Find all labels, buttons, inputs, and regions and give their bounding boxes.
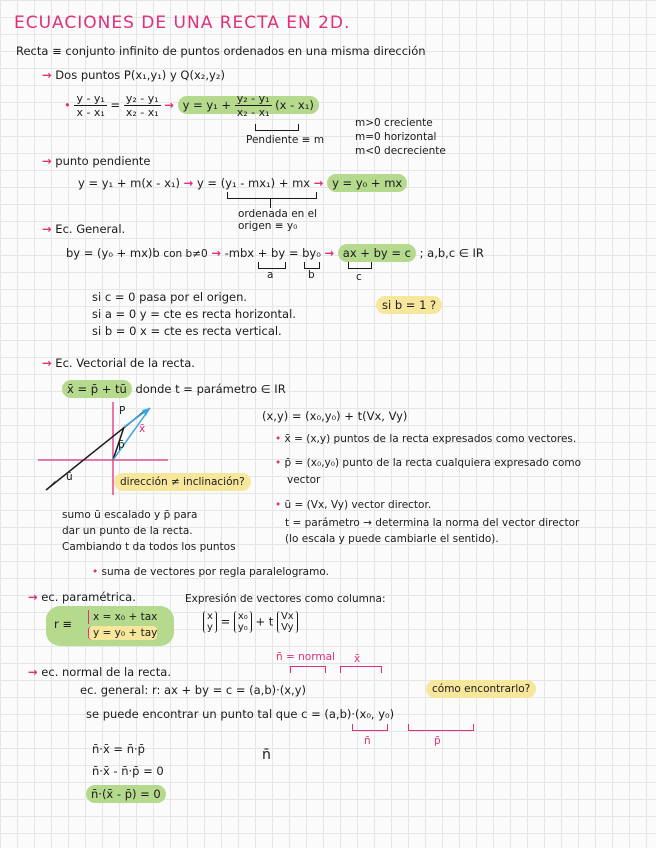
pendiente-label: Pendiente ≡ m bbox=[246, 134, 325, 146]
normal-general-eq: ec. general: r: ax + by = c = (a,b)·(x,y) bbox=[80, 683, 306, 697]
label-p-vector: p̄ bbox=[118, 439, 125, 451]
vectorial-coord-eq: (x,y) = (x₀,y₀) + t(Vx, Vy) bbox=[262, 409, 408, 423]
vectorial-bullet-3: • ū = (Vx, Vy) vector director. bbox=[275, 499, 432, 511]
label-c: c bbox=[356, 271, 362, 283]
vectorial-side-4: • suma de vectores por regla paralelogramo. bbox=[92, 566, 329, 578]
vectorial-side-2: dar un punto de la recta. bbox=[62, 525, 193, 537]
label-u-vector: ū bbox=[66, 471, 73, 483]
normal-p-under: p̄ bbox=[434, 735, 441, 747]
vectorial-bullet-2: • p̄ = (x₀,y₀) punto de la recta cualquiera expresado como bbox=[275, 457, 582, 469]
general-case-3: si b = 0 x = cte es recta vertical. bbox=[92, 324, 282, 338]
normal-line-3: n̄·(x̄ - p̄) = 0 bbox=[86, 785, 166, 803]
arrow-icon: → bbox=[28, 590, 38, 604]
m-positive: m>0 creciente bbox=[355, 117, 433, 129]
section-general: → Ec. General. bbox=[42, 222, 126, 236]
punto-pendiente-equations: y = y₁ + m(x - x₁) → y = (y₁ - mx₁) + mx → y = y₀ + mx bbox=[78, 176, 407, 190]
ordenada-note: ordenada en el origen ≡ y₀ bbox=[238, 208, 318, 232]
arrow-icon: → bbox=[324, 246, 335, 260]
dos-puntos-header: Dos puntos P(x₁,y₁) y Q(x₂,y₂) bbox=[55, 68, 225, 82]
normal-x-label: x̄ bbox=[354, 653, 361, 665]
section-parametrica: → ec. paramétrica. bbox=[28, 590, 136, 604]
label-b: b bbox=[308, 269, 315, 281]
dos-puntos-formula: • $\frac{\text{y - y₁}}{\text{x - x₁}}$ = $\frac{\text{y₂ - y₁}}{\text{x₂ - x₁}}$ → y = y₁ + $\frac{\text{y₂ - y₁}}{\text{x₂ - x₁}}$ (x - x₁) bbox=[64, 92, 319, 119]
normal-line-1: n̄·x̄ = n̄·p̄ bbox=[92, 742, 145, 756]
arrow-icon: → bbox=[28, 665, 38, 679]
arrow-icon: → bbox=[42, 68, 52, 82]
vectorial-equation: x̄ = p̄ + tū donde t = parámetro ∈ IR bbox=[62, 382, 286, 396]
label-x-vector: x̄ bbox=[139, 423, 146, 435]
general-case-1: si c = 0 pasa por el origen. bbox=[92, 290, 248, 304]
label-P: P bbox=[119, 405, 126, 417]
m-zero: m=0 horizontal bbox=[355, 131, 437, 143]
arrow-icon: → bbox=[42, 356, 52, 370]
vectorial-bullet-4: t = parámetro → determina la norma del vector director bbox=[285, 517, 580, 529]
definition: Recta ≡ conjunto infinito de puntos ordenados en una misma dirección bbox=[16, 44, 426, 58]
vectorial-side-3: Cambiando t da todos los puntos bbox=[62, 541, 236, 553]
fraction-slope-1: $\frac{\text{y - y₁}}{\text{x - x₁}}$ bbox=[76, 92, 105, 119]
vectorial-side-1: sumo ū escalado y p̄ para bbox=[62, 509, 198, 521]
arrowhead-icon bbox=[46, 480, 56, 490]
parametrica-matrix-eq: x y = x₀ y₀ + t Vx Vy bbox=[203, 611, 298, 633]
pendiente-bracket bbox=[255, 124, 299, 131]
general-question: si b = 1 ? bbox=[376, 296, 442, 314]
ordenada-bracket bbox=[227, 192, 317, 199]
section-vectorial: → Ec. Vectorial de la recta. bbox=[42, 356, 195, 370]
normal-n-label: n̄ = normal bbox=[276, 651, 335, 663]
arrow-icon: → bbox=[183, 176, 194, 190]
arrow-icon: → bbox=[42, 222, 52, 236]
parametrica-expr: Expresión de vectores como columna: bbox=[185, 593, 386, 605]
arrow-icon: → bbox=[42, 154, 52, 168]
section-punto-pendiente: → punto pendiente bbox=[42, 154, 151, 168]
vectorial-bullet-1: • x̄ = (x,y) puntos de la recta expresados como vectores. bbox=[275, 433, 577, 445]
label-a: a bbox=[267, 269, 274, 281]
general-case-2: si a = 0 y = cte es recta horizontal. bbox=[92, 307, 296, 321]
normal-line-2: n̄·x̄ - n̄·p̄ = 0 bbox=[92, 764, 164, 778]
arrow-icon: → bbox=[164, 98, 174, 112]
parametrica-r-label: r ≡ bbox=[54, 617, 73, 631]
general-equation: by = (y₀ + mx)b con b≠0 → -mbx + by = by₀ → ax + by = c ; a,b,c ∈ IR bbox=[66, 246, 484, 260]
section-normal: → ec. normal de la recta. bbox=[28, 665, 171, 679]
parametrica-row-1: x = x₀ + tax bbox=[88, 610, 157, 624]
parametrica-row-2: y = y₀ + tay bbox=[88, 626, 157, 640]
two-point-equation: y = y₁ + $\frac{\text{y₂ - y₁}}{\text{x₂ - x₁}}$ (x - x₁) bbox=[178, 96, 319, 114]
bullet-icon: • bbox=[64, 98, 71, 112]
section-dos-puntos bbox=[42, 68, 225, 82]
arrow-icon: → bbox=[211, 246, 221, 260]
page-title: ECUACIONES DE UNA RECTA EN 2D. bbox=[14, 13, 351, 33]
arrow-icon: → bbox=[313, 176, 324, 190]
normal-se-puede: se puede encontrar un punto tal que c = (a,b)·(x₀, y₀) bbox=[86, 707, 395, 721]
vectorial-bullet-2b: vector bbox=[287, 474, 321, 486]
vectorial-bullet-4b: (lo escala y puede cambiarle el sentido). bbox=[285, 533, 499, 545]
m-negative: m<0 decreciente bbox=[355, 145, 446, 157]
normal-n-under: n̄ bbox=[364, 735, 371, 747]
normal-n-alone: n̄ bbox=[262, 747, 271, 763]
direction-question: dirección ≠ inclinación? bbox=[114, 473, 251, 491]
fraction-slope-2: $\frac{\text{y₂ - y₁}}{\text{x₂ - x₁}}$ bbox=[125, 92, 159, 119]
normal-question: cómo encontrarlo? bbox=[426, 680, 536, 698]
vector-diagram bbox=[38, 400, 278, 510]
